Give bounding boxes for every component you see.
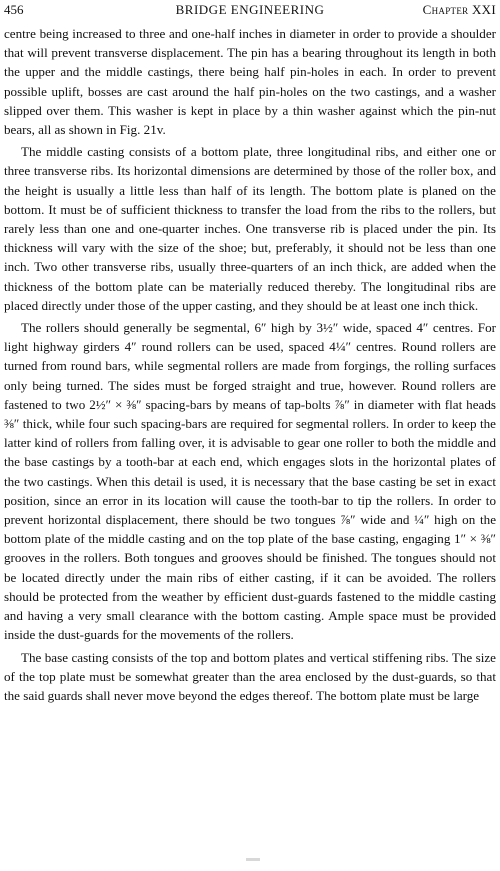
running-title: BRIDGE ENGINEERING — [175, 2, 325, 17]
paragraph-pin-bearing: centre being increased to three and one-half inches in diameter in order to provide a shoulder that will prevent transverse displacement. The pin has a bearing throughout its length in both the upper and the middle castings, there being half pin-holes in each. In order to prevent possible uplift, bosses are cast around the half pin-holes on the two castings, and a washer slipped over them. This washer is kept in place by a thin washer against which the pin-nut bears, all as shown in Fig. 21v. — [4, 26, 496, 138]
chapter-label: Chapter XXI — [422, 2, 496, 17]
paragraph-rollers: The rollers should generally be segmental, 6″ high by 3½″ wide, spaced 4″ centres. For light highway girders 4″ round rollers can be used, spaced 4¼″ centres. Round rollers are turned from round bars, while segmental rollers are made from forgings, the rolling surfaces only being turned. The sides must be forged straight and true, however. Round rollers are fastened to two 2½″ × ⅜″ spacing-bars by means of tap-bolts ⅞″ in diameter with flat heads ⅜″ thick, while four such spacing-bars are required for segmental rollers. In order to keep the latter kind of rollers from falling over, it is advisable to gear one roller to both the middle and the base castings by a tooth-bar at each end, which engages slots in the horizontal plates of the two castings. When this detail is used, it is necessary that the base casting be set in exact position, since an error in its location will cause the tooth-bar to tip the rollers. In order to prevent horizontal displacement, there should be two tongues ⅞″ wide and ¼″ high on the bottom plate of the middle casting and on the top plate of the base casting, engaging 1″ × ⅜″ grooves in the rollers. Both tongues and grooves should be finished. The tongues should not be located directly under the main ribs of either casting, if it can be avoided. The rollers should be protected from the weather by efficient dust-guards fastened to the middle casting and having a very small clearance with the bottom casting. Ample space must be provided inside the dust-guards for the movements of the rollers. — [4, 320, 496, 643]
print-mark — [246, 858, 260, 861]
paragraph-middle-casting: The middle casting consists of a bottom plate, three longitudinal ribs, and either one or three transverse ribs. Its horizontal dimensions are determined by those of the roller box, and the height is usually a little less than half of its length. The bottom plate is planed on the bottom. It must be of sufficient thickness to transfer the load from the ribs to the rollers, but rarely less than one and one-quarter inches. One transverse rib is placed under the pin. Its thickness will vary with the size of the shoe; but, preferably, it should not be less than one inch. Two other transverse ribs, usually three-quarters of an inch thick, are added when the thickness of the bottom plate can be materially reduced thereby. The longitudinal ribs are placed directly under those of the upper casting, and they should be at least one inch thick. — [4, 144, 496, 313]
page-body — [4, 24, 496, 705]
paragraph-base-casting: The base casting consists of the top and bottom plates and vertical stiffening ribs. The size of the top plate must be somewhat greater than the area enclosed by the dust-guards, so that the said guards shall never move beyond the edges thereof. The bottom plate must be large — [4, 649, 496, 703]
page-number: 456 — [4, 2, 24, 17]
running-header — [4, 0, 496, 20]
